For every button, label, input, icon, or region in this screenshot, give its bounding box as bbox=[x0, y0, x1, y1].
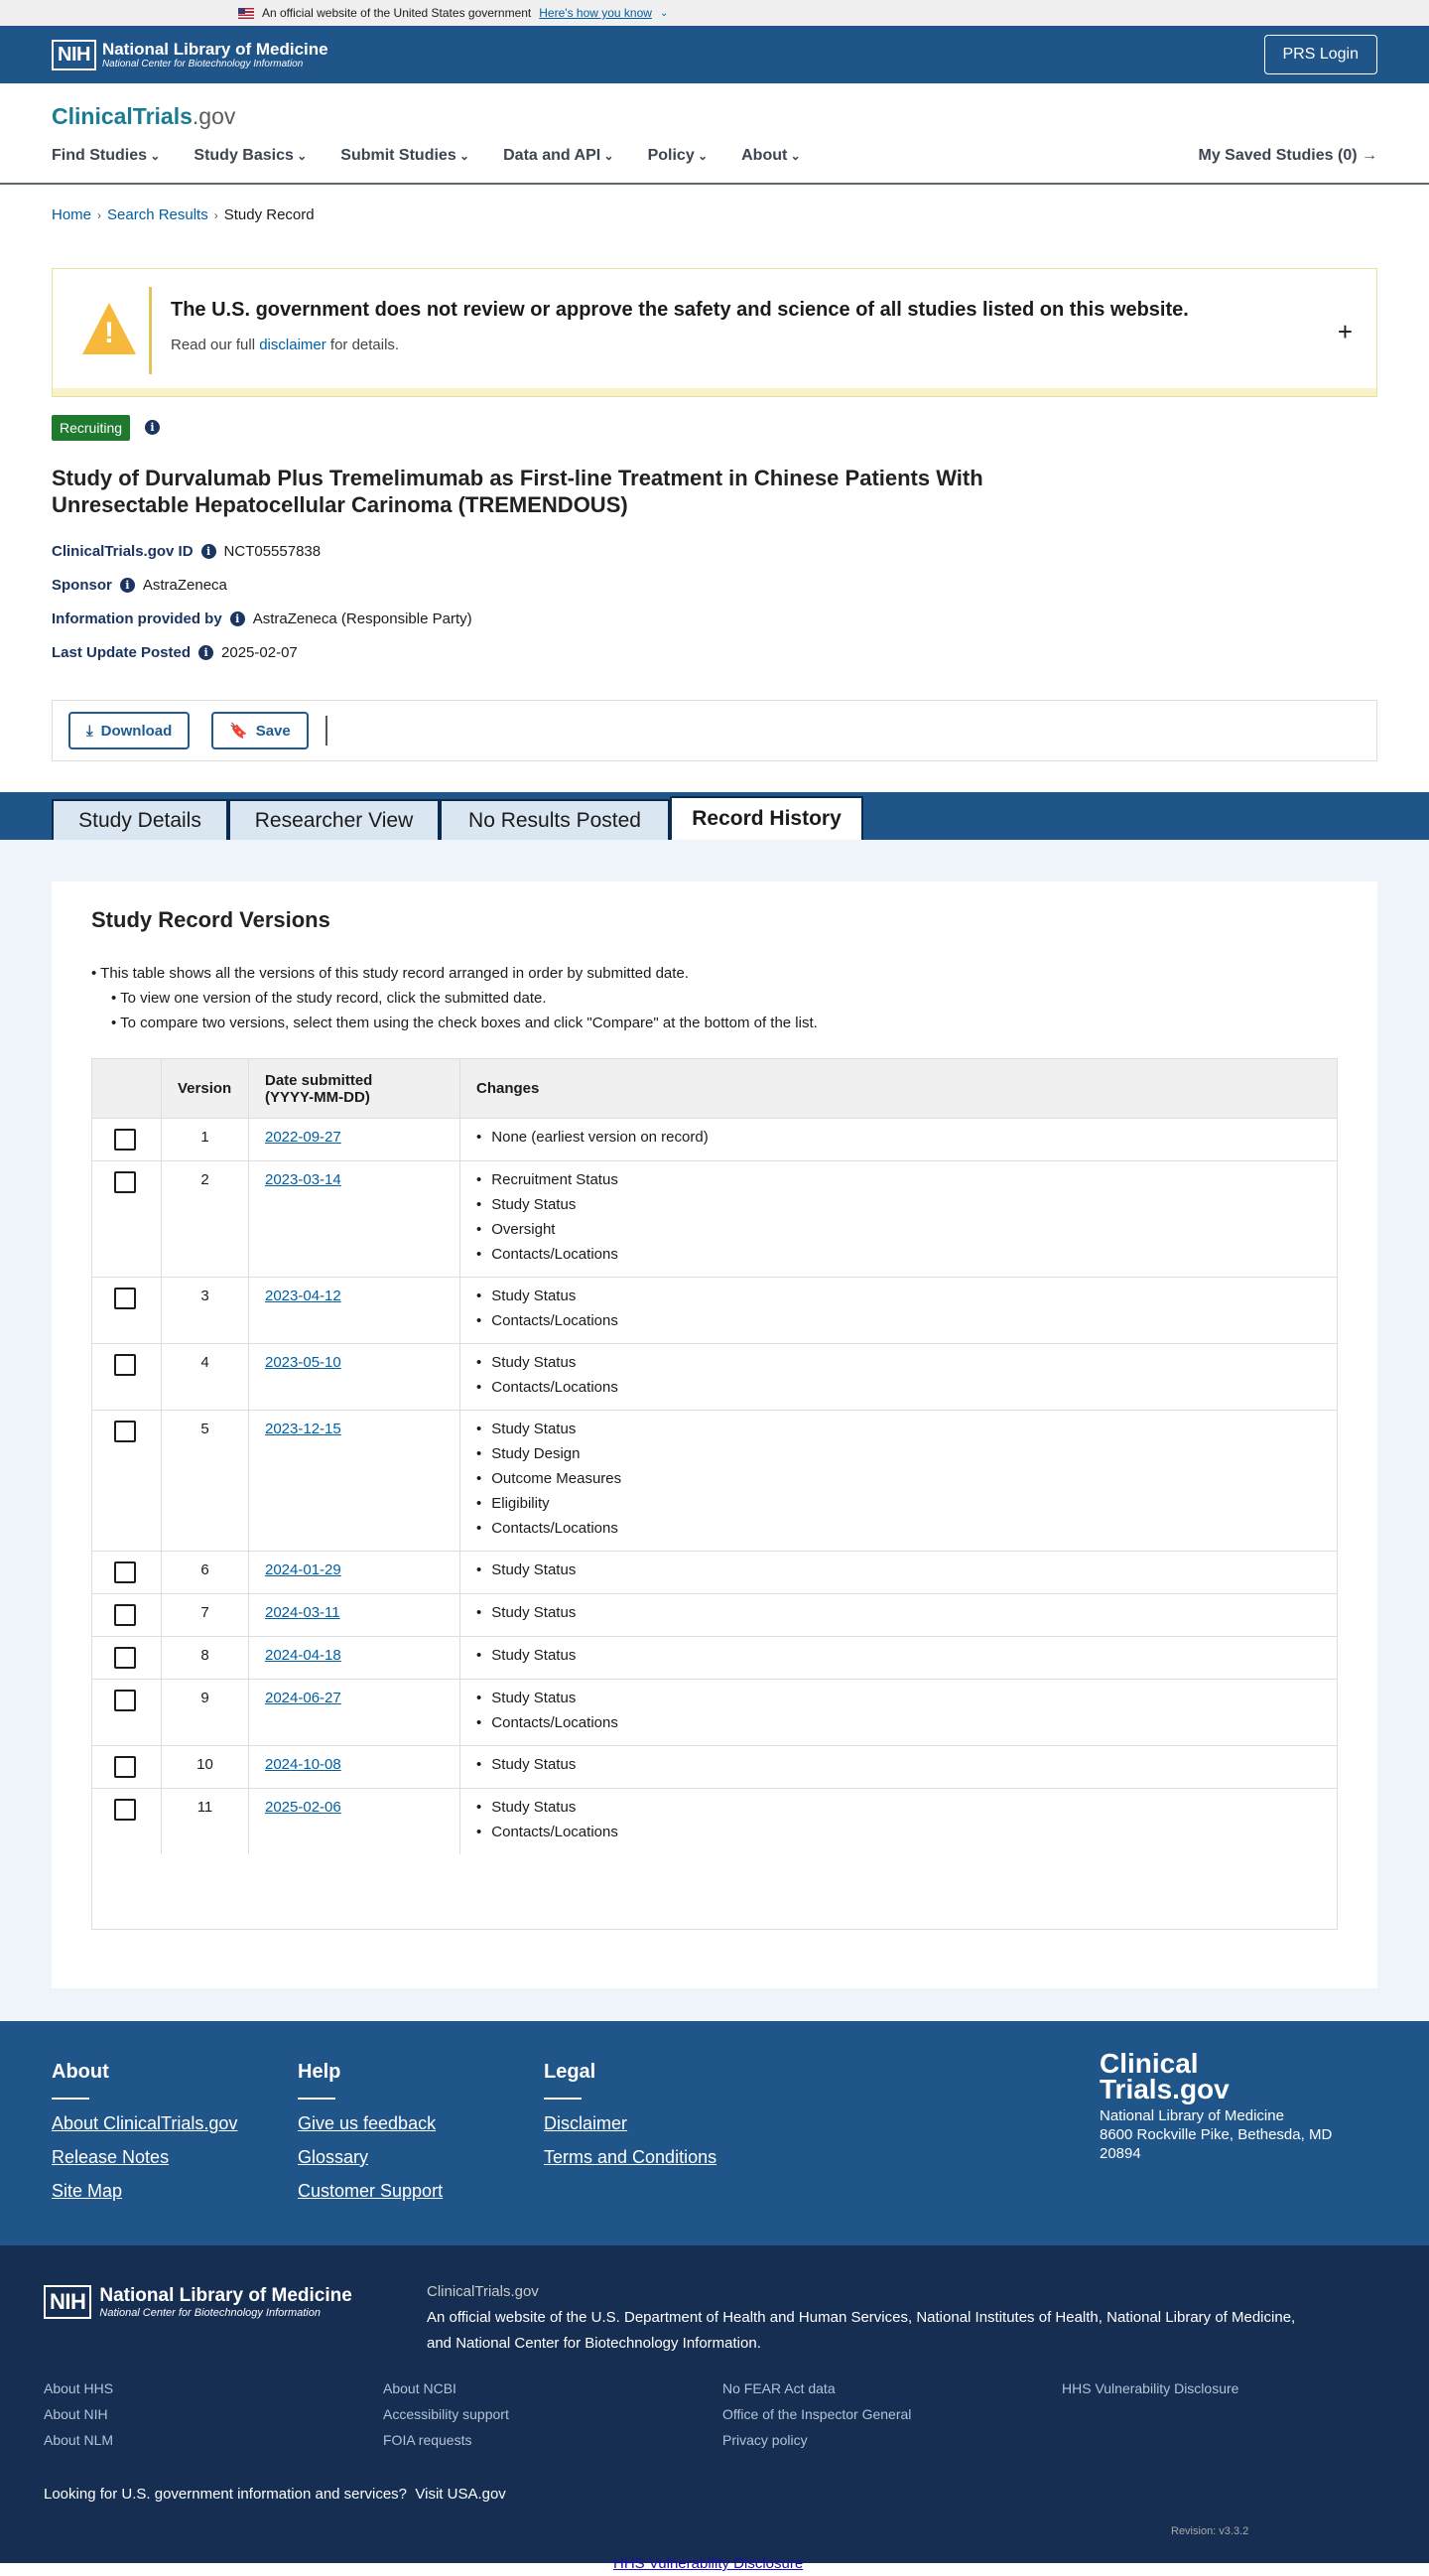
meta-last-update bbox=[52, 644, 298, 661]
footer-gov-link[interactable]: Office of the Inspector General bbox=[722, 2406, 912, 2422]
date-cell bbox=[249, 1278, 460, 1344]
meta-label: Last Update Posted bbox=[52, 644, 192, 661]
table-row bbox=[92, 1344, 1338, 1411]
disclaimer-alert bbox=[52, 268, 1377, 397]
breadcrumb-home[interactable]: Home bbox=[52, 206, 92, 223]
change-item: • Contacts/Locations bbox=[476, 1710, 1321, 1735]
changes-cell bbox=[460, 1680, 1338, 1746]
saved-studies-label: My Saved Studies (0) bbox=[1198, 147, 1358, 164]
ncbi-subtitle: National Center for Biotechnology Information bbox=[101, 58, 304, 69]
table-row bbox=[92, 1278, 1338, 1344]
compare-checkbox[interactable] bbox=[114, 1288, 136, 1309]
version-date-link[interactable]: 2024-04-18 bbox=[265, 1647, 341, 1664]
ct-header bbox=[0, 83, 1429, 185]
changes-cell bbox=[460, 1344, 1338, 1411]
revision-label: Revision: v3.3.2 bbox=[1171, 2525, 1249, 2537]
nav-policy[interactable]: Policy ⌄ bbox=[648, 147, 709, 165]
prs-login-button[interactable]: PRS Login bbox=[1264, 35, 1378, 74]
alert-title: The U.S. government does not review or approve the safety and science of all studies listed on this website. bbox=[171, 299, 1189, 321]
compare-checkbox[interactable] bbox=[114, 1690, 136, 1711]
versions-card bbox=[52, 881, 1377, 1988]
date-cell bbox=[249, 1161, 460, 1278]
hhs-vulnerability-link[interactable]: HHS Vulnerability Disclosure bbox=[613, 2555, 804, 2572]
info-prefix: An official website of the bbox=[427, 2309, 591, 2326]
version-date-link[interactable]: 2024-01-29 bbox=[265, 1561, 341, 1578]
footer-legal-col bbox=[544, 2061, 716, 2181]
footer-gov-link[interactable]: FOIA requests bbox=[383, 2432, 472, 2448]
table-row bbox=[92, 1680, 1338, 1746]
alert-text bbox=[171, 337, 399, 353]
tab-researcher-view[interactable]: Researcher View bbox=[228, 799, 440, 840]
nlm-link[interactable]: National Library of Medicine bbox=[1106, 2309, 1292, 2326]
tab-study-details[interactable]: Study Details bbox=[52, 799, 228, 840]
my-saved-studies-link[interactable] bbox=[1199, 147, 1378, 165]
version-number: 9 bbox=[162, 1680, 249, 1746]
breadcrumb-search-results[interactable]: Search Results bbox=[107, 206, 208, 223]
changes-cell bbox=[460, 1119, 1338, 1161]
address-line: 8600 Rockville Pike, Bethesda, MD bbox=[1100, 2126, 1333, 2143]
changes-list bbox=[476, 1125, 1321, 1150]
info-icon[interactable]: i bbox=[120, 578, 135, 593]
checkbox-cell bbox=[92, 1344, 162, 1411]
actions-divider bbox=[325, 716, 327, 746]
info-icon[interactable]: i bbox=[198, 645, 213, 660]
change-item: • Recruitment Status bbox=[476, 1167, 1321, 1192]
footer-gov-link[interactable]: About NIH bbox=[44, 2406, 108, 2422]
date-cell bbox=[249, 1680, 460, 1746]
compare-checkbox[interactable] bbox=[114, 1647, 136, 1669]
footer-info-head: ClinicalTrials.gov bbox=[427, 2283, 539, 2300]
table-row bbox=[92, 1637, 1338, 1680]
footer-link[interactable]: Disclaimer bbox=[544, 2113, 628, 2133]
tab-record-history[interactable]: Record History bbox=[670, 796, 863, 840]
compare-checkbox[interactable] bbox=[114, 1604, 136, 1626]
change-item: • Oversight bbox=[476, 1217, 1321, 1242]
change-item: • Study Status bbox=[476, 1284, 1321, 1308]
footer-link[interactable]: Terms and Conditions bbox=[544, 2147, 717, 2167]
breadcrumb-separator-icon: › bbox=[97, 207, 102, 222]
checkbox-cell bbox=[92, 1789, 162, 1855]
tab-no-results-posted[interactable]: No Results Posted bbox=[440, 799, 670, 840]
header-changes: Changes bbox=[460, 1059, 1338, 1119]
table-row bbox=[92, 1552, 1338, 1594]
checkbox-cell bbox=[92, 1746, 162, 1789]
breadcrumb bbox=[52, 206, 315, 223]
meta-label: ClinicalTrials.gov ID bbox=[52, 543, 194, 560]
versions-title: Study Record Versions bbox=[91, 907, 330, 932]
date-cell bbox=[249, 1344, 460, 1411]
version-number: 4 bbox=[162, 1344, 249, 1411]
checkbox-cell bbox=[92, 1161, 162, 1278]
checkbox-cell bbox=[92, 1119, 162, 1161]
header-date-line1: Date submitted bbox=[265, 1071, 373, 1089]
versions-table-body bbox=[92, 1119, 1338, 1855]
info-icon[interactable]: i bbox=[230, 611, 245, 626]
study-title: Study of Durvalumab Plus Tremelimumab as First-line Treatment in Chinese Patients With Unresectable Hepatocellular Carinoma (TREMENDOUS) bbox=[52, 466, 983, 517]
nih-logo-box: NIH bbox=[44, 2285, 91, 2319]
status-badge: Recruiting bbox=[52, 415, 130, 441]
version-number: 3 bbox=[162, 1278, 249, 1344]
change-item: • Study Design bbox=[476, 1441, 1321, 1466]
table-row bbox=[92, 1594, 1338, 1637]
clinicaltrials-logo[interactable] bbox=[52, 103, 235, 130]
save-button[interactable] bbox=[211, 712, 309, 749]
main-nav bbox=[52, 147, 801, 165]
gov-banner-text: An official website of the United States government bbox=[262, 6, 532, 20]
alert-text-after: for details. bbox=[325, 337, 400, 353]
change-item: • Study Status bbox=[476, 1752, 1321, 1777]
changes-list bbox=[476, 1600, 1321, 1625]
meta-value: 2025-02-07 bbox=[221, 644, 298, 661]
version-number: 2 bbox=[162, 1161, 249, 1278]
version-date-link[interactable]: 2022-09-27 bbox=[265, 1129, 341, 1146]
version-date-link[interactable]: 2025-02-06 bbox=[265, 1799, 341, 1816]
version-date-link[interactable]: 2024-03-11 bbox=[265, 1604, 340, 1621]
table-row bbox=[92, 1119, 1338, 1161]
checkbox-cell bbox=[92, 1411, 162, 1552]
compare-checkbox[interactable] bbox=[114, 1129, 136, 1151]
footer-gov-link[interactable]: About NLM bbox=[44, 2432, 114, 2448]
usa-text: Looking for U.S. government information and services? bbox=[44, 2486, 408, 2503]
logo-suffix-text: .gov bbox=[192, 103, 236, 129]
footer-underline bbox=[544, 2098, 582, 2100]
change-item: • None (earliest version on record) bbox=[476, 1125, 1321, 1150]
changes-list bbox=[476, 1558, 1321, 1582]
compare-checkbox[interactable] bbox=[114, 1799, 136, 1821]
footer-gov-link[interactable]: Privacy policy bbox=[722, 2432, 808, 2448]
change-item: • Study Status bbox=[476, 1558, 1321, 1582]
save-label: Save bbox=[255, 722, 291, 740]
changes-list bbox=[476, 1167, 1321, 1267]
footer-ct-logo bbox=[1100, 2048, 1333, 2163]
breadcrumb-separator-icon: › bbox=[213, 207, 218, 222]
nlm-logo[interactable] bbox=[52, 40, 328, 70]
table-row bbox=[92, 1161, 1338, 1278]
footer-gov-link[interactable]: Accessibility support bbox=[383, 2406, 509, 2422]
footer-gov-links bbox=[44, 2380, 1403, 2448]
arrow-right-icon: → bbox=[1362, 147, 1377, 164]
version-number: 10 bbox=[162, 1746, 249, 1789]
checkbox-cell bbox=[92, 1278, 162, 1344]
date-cell bbox=[249, 1746, 460, 1789]
footer-top bbox=[0, 2021, 1429, 2245]
date-cell bbox=[249, 1637, 460, 1680]
info-sep: , bbox=[1098, 2309, 1107, 2326]
compare-checkbox[interactable] bbox=[114, 1171, 136, 1193]
changes-list bbox=[476, 1643, 1321, 1668]
info-sep: , bbox=[1291, 2309, 1296, 2326]
footer-gov-link[interactable]: No FEAR Act data bbox=[722, 2380, 836, 2396]
version-number: 6 bbox=[162, 1552, 249, 1594]
table-header-row bbox=[92, 1059, 1338, 1119]
change-item: • Eligibility bbox=[476, 1491, 1321, 1516]
version-date-link[interactable]: 2023-04-12 bbox=[265, 1288, 341, 1304]
footer-gov-link[interactable]: About NCBI bbox=[383, 2380, 456, 2396]
instruction-item: • To view one version of the study record, click the submitted date. bbox=[91, 986, 818, 1011]
footer-underline bbox=[298, 2098, 335, 2100]
nav-data-api[interactable]: Data and API ⌄ bbox=[503, 147, 613, 165]
instruction-item: • This table shows all the versions of this study record arranged in order by submitted date. bbox=[91, 961, 818, 986]
footer-about-title: About bbox=[52, 2061, 109, 2083]
changes-list bbox=[476, 1350, 1321, 1400]
usa-gov-link[interactable]: Visit USA.gov bbox=[415, 2486, 506, 2503]
usa-gov-line bbox=[44, 2486, 506, 2503]
nav-study-basics[interactable]: Study Basics ⌄ bbox=[194, 147, 307, 165]
versions-instructions bbox=[91, 961, 818, 1035]
table-row bbox=[92, 1411, 1338, 1552]
info-sep: , bbox=[907, 2309, 917, 2326]
footer-gov-link[interactable]: HHS Vulnerability Disclosure bbox=[1062, 2380, 1239, 2396]
gov-banner bbox=[0, 0, 1429, 26]
footer-official-info bbox=[427, 2279, 1350, 2357]
version-date-link[interactable]: 2024-10-08 bbox=[265, 1756, 341, 1773]
meta-value: NCT05557838 bbox=[223, 543, 322, 560]
versions-table bbox=[91, 1058, 1338, 1854]
meta-label: Sponsor bbox=[52, 577, 112, 594]
changes-cell bbox=[460, 1278, 1338, 1344]
changes-list bbox=[476, 1284, 1321, 1333]
header-version: Version bbox=[162, 1059, 249, 1119]
change-item: • Outcome Measures bbox=[476, 1466, 1321, 1491]
change-item: • Contacts/Locations bbox=[476, 1242, 1321, 1267]
nav-find-studies[interactable]: Find Studies ⌄ bbox=[52, 147, 160, 165]
instruction-item: • To compare two versions, select them using the check boxes and click "Compare" at the bottom of the list. bbox=[91, 1011, 818, 1035]
changes-cell bbox=[460, 1789, 1338, 1855]
changes-cell bbox=[460, 1552, 1338, 1594]
version-date-link[interactable]: 2023-05-10 bbox=[265, 1354, 341, 1371]
hhs-link[interactable]: U.S. Department of Health and Human Services bbox=[590, 2309, 908, 2326]
table-row bbox=[92, 1746, 1338, 1789]
alert-divider bbox=[149, 287, 152, 374]
tabs-bar bbox=[0, 792, 1429, 840]
changes-cell bbox=[460, 1161, 1338, 1278]
footer-logo-line2: Trials.gov bbox=[1100, 2074, 1230, 2104]
nav-submit-studies[interactable]: Submit Studies ⌄ bbox=[340, 147, 469, 165]
footer-address bbox=[1100, 2106, 1332, 2163]
footer-underline bbox=[52, 2098, 89, 2100]
changes-cell bbox=[460, 1594, 1338, 1637]
footer-link[interactable]: Site Map bbox=[52, 2181, 123, 2201]
change-item: • Study Status bbox=[476, 1350, 1321, 1375]
footer-gov-link-empty bbox=[1062, 2406, 1401, 2422]
changes-list bbox=[476, 1795, 1321, 1844]
changes-list bbox=[476, 1417, 1321, 1541]
chevron-down-icon: ⌄ bbox=[659, 7, 669, 19]
address-line: National Library of Medicine bbox=[1100, 2107, 1284, 2124]
status-info-icon[interactable]: i bbox=[145, 420, 160, 435]
table-footer-empty bbox=[91, 1854, 1338, 1930]
download-icon: ⤓ bbox=[86, 722, 93, 740]
nih-link[interactable]: National Institutes of Health bbox=[916, 2309, 1099, 2326]
bookmark-icon: 🔖 bbox=[229, 723, 248, 740]
info-end: . bbox=[756, 2335, 761, 2352]
date-cell bbox=[249, 1789, 460, 1855]
change-item: • Contacts/Locations bbox=[476, 1820, 1321, 1844]
logo-main-text: ClinicalTrials bbox=[52, 103, 193, 129]
change-item: • Study Status bbox=[476, 1643, 1321, 1668]
footer-nlm-logo[interactable] bbox=[44, 2285, 352, 2319]
version-date-link[interactable]: 2023-03-14 bbox=[265, 1171, 341, 1188]
compare-checkbox[interactable] bbox=[114, 1354, 136, 1376]
changes-cell bbox=[460, 1637, 1338, 1680]
expand-plus-icon[interactable]: + bbox=[1337, 317, 1353, 346]
footer-gov-link[interactable]: About HHS bbox=[44, 2380, 114, 2396]
download-label: Download bbox=[100, 722, 173, 740]
ncbi-subtitle: National Center for Biotechnology Information bbox=[99, 2307, 321, 2319]
version-number: 7 bbox=[162, 1594, 249, 1637]
version-date-link[interactable]: 2023-12-15 bbox=[265, 1421, 341, 1437]
changes-cell bbox=[460, 1746, 1338, 1789]
footer-link[interactable]: Customer Support bbox=[298, 2181, 444, 2201]
change-item: • Contacts/Locations bbox=[476, 1516, 1321, 1541]
checkbox-cell bbox=[92, 1680, 162, 1746]
footer-help-col bbox=[298, 2061, 443, 2215]
address-line: 20894 bbox=[1100, 2145, 1141, 2162]
date-cell bbox=[249, 1119, 460, 1161]
meta-label: Information provided by bbox=[52, 610, 222, 627]
us-flag-icon bbox=[238, 8, 254, 19]
version-date-link[interactable]: 2024-06-27 bbox=[265, 1690, 341, 1706]
version-number: 5 bbox=[162, 1411, 249, 1552]
how-you-know-link[interactable]: Here's how you know bbox=[539, 6, 652, 20]
breadcrumb-current: Study Record bbox=[223, 206, 315, 223]
info-icon[interactable]: i bbox=[201, 544, 216, 559]
header-checkbox-col bbox=[92, 1059, 162, 1119]
nlm-title: National Library of Medicine bbox=[99, 2285, 352, 2306]
changes-cell bbox=[460, 1411, 1338, 1552]
change-item: • Study Status bbox=[476, 1192, 1321, 1217]
footer-bottom bbox=[0, 2245, 1429, 2563]
download-button[interactable] bbox=[68, 712, 190, 749]
changes-list bbox=[476, 1752, 1321, 1777]
alert-text-before: Read our full bbox=[171, 337, 260, 353]
checkbox-cell bbox=[92, 1637, 162, 1680]
date-cell bbox=[249, 1552, 460, 1594]
footer-about-col bbox=[52, 2061, 237, 2215]
nav-about[interactable]: About ⌄ bbox=[741, 147, 801, 165]
date-cell bbox=[249, 1594, 460, 1637]
header-date bbox=[249, 1059, 460, 1119]
ncbi-link[interactable]: National Center for Biotechnology Information bbox=[455, 2335, 757, 2352]
warning-mark: ! bbox=[104, 317, 114, 349]
footer-logo-line1: Clinical bbox=[1100, 2048, 1199, 2079]
meta-sponsor bbox=[52, 577, 227, 594]
footer-info-text bbox=[427, 2305, 1350, 2357]
version-number: 1 bbox=[162, 1119, 249, 1161]
footer-legal-title: Legal bbox=[544, 2061, 596, 2083]
change-item: • Study Status bbox=[476, 1600, 1321, 1625]
footer-help-title: Help bbox=[298, 2061, 341, 2083]
checkbox-cell bbox=[92, 1552, 162, 1594]
compare-checkbox[interactable] bbox=[114, 1756, 136, 1778]
change-item: • Study Status bbox=[476, 1417, 1321, 1441]
disclaimer-link[interactable]: disclaimer bbox=[259, 337, 326, 353]
header-date-line2: (YYYY-MM-DD) bbox=[265, 1088, 370, 1106]
nih-header bbox=[0, 26, 1429, 83]
footer-link[interactable]: Glossary bbox=[298, 2147, 369, 2167]
change-item: • Study Status bbox=[476, 1686, 1321, 1710]
table-row bbox=[92, 1789, 1338, 1855]
version-number: 8 bbox=[162, 1637, 249, 1680]
info-and: and bbox=[427, 2335, 456, 2352]
nlm-title: National Library of Medicine bbox=[101, 39, 328, 59]
change-item: • Study Status bbox=[476, 1795, 1321, 1820]
actions-bar bbox=[52, 700, 1377, 761]
footer-link[interactable]: Release Notes bbox=[52, 2147, 170, 2167]
meta-value: AstraZeneca bbox=[142, 577, 227, 594]
compare-checkbox[interactable] bbox=[114, 1421, 136, 1442]
checkbox-cell bbox=[92, 1594, 162, 1637]
footer-link[interactable]: Give us feedback bbox=[298, 2113, 437, 2133]
change-item: • Contacts/Locations bbox=[476, 1308, 1321, 1333]
nih-logo-box: NIH bbox=[52, 40, 96, 70]
date-cell bbox=[249, 1411, 460, 1552]
meta-value: AstraZeneca (Responsible Party) bbox=[252, 610, 472, 627]
meta-nct-id bbox=[52, 543, 321, 560]
meta-info-provided bbox=[52, 610, 472, 627]
change-item: • Contacts/Locations bbox=[476, 1375, 1321, 1400]
changes-list bbox=[476, 1686, 1321, 1735]
compare-checkbox[interactable] bbox=[114, 1561, 136, 1583]
version-number: 11 bbox=[162, 1789, 249, 1855]
footer-link[interactable]: About ClinicalTrials.gov bbox=[52, 2113, 238, 2133]
